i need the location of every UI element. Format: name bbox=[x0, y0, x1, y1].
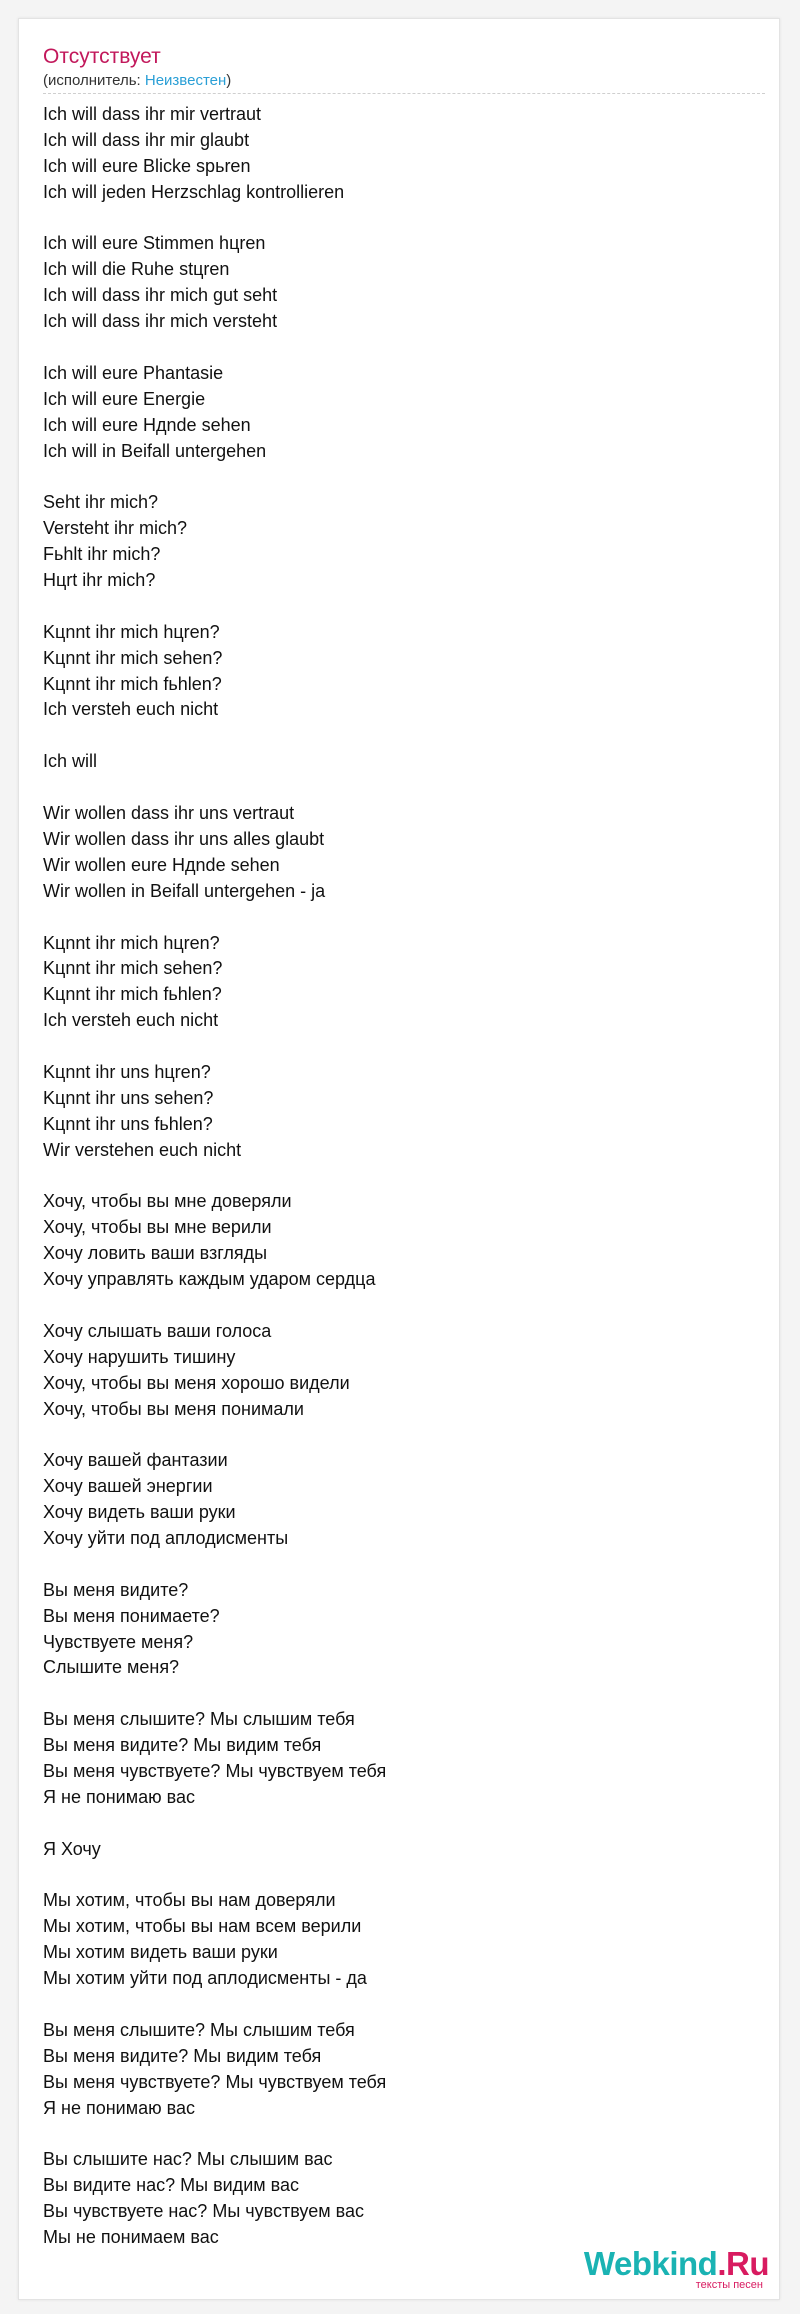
song-title: Отсутствует bbox=[43, 45, 161, 68]
lyric-line: Wir verstehen euch nicht bbox=[43, 1139, 242, 1160]
lyric-line: Хочу, чтобы вы мне верили bbox=[43, 1217, 272, 1238]
lyric-line: Мы хотим уйти под аплодисменты - да bbox=[43, 1968, 367, 1989]
lyric-line: Мы хотим, чтобы вы нам всем верили bbox=[43, 1916, 362, 1937]
lyrics-stanza bbox=[43, 2147, 743, 2251]
lyric-line: Вы меня видите? Мы видим тебя bbox=[43, 1735, 322, 1756]
lyric-line: Мы хотим, чтобы вы нам доверяли bbox=[43, 1890, 336, 1911]
lyric-line: Вы меня слышите? Мы слышим тебя bbox=[43, 1709, 355, 1730]
lyric-line: Вы меня слышите? Мы слышим тебя bbox=[43, 2019, 355, 2040]
lyrics-stanza bbox=[43, 749, 743, 775]
logo-name: Webkind bbox=[583, 2245, 718, 2282]
lyric-line: Вы меня видите? bbox=[43, 1579, 189, 1600]
lyric-line: Вы меня чувствуете? Мы чувствуем тебя bbox=[43, 2071, 387, 2092]
lyric-line: Хочу управлять каждым ударом сердца bbox=[43, 1269, 376, 1290]
lyrics-stanza bbox=[43, 1837, 743, 1863]
lyric-line: Kцnnt ihr mich hцren? bbox=[43, 621, 220, 642]
lyrics-body bbox=[43, 102, 743, 2251]
lyric-line: Fьhlt ihr mich? bbox=[43, 544, 161, 565]
lyric-line: Хочу, чтобы вы мне доверяли bbox=[43, 1191, 292, 1212]
lyric-line: Ich will eure Phantasie bbox=[43, 362, 224, 383]
lyrics-card bbox=[18, 18, 780, 2300]
lyric-line: Kцnnt ihr mich hцren? bbox=[43, 932, 220, 953]
lyric-line: Хочу слышать ваши голоса bbox=[43, 1320, 272, 1341]
lyric-line: Kцnnt ihr uns sehen? bbox=[43, 1087, 214, 1108]
lyric-line: Versteht ihr mich? bbox=[43, 518, 188, 539]
lyric-line: Я не понимаю вас bbox=[43, 2097, 195, 2118]
lyric-line: Ich will dass ihr mir vertraut bbox=[43, 104, 262, 124]
lyric-line: Ich will eure Hдnde sehen bbox=[43, 414, 251, 435]
lyric-line: Hцrt ihr mich? bbox=[43, 570, 156, 591]
lyrics-stanza bbox=[43, 1060, 743, 1164]
lyrics-stanza bbox=[43, 1448, 743, 1552]
lyric-line: Ich will in Beifall untergehen bbox=[43, 440, 267, 461]
lyric-line: Мы хотим видеть ваши руки bbox=[43, 1942, 278, 1963]
title-divider bbox=[43, 93, 765, 94]
logo-wordmark bbox=[584, 2245, 769, 2283]
lyrics-stanza bbox=[43, 490, 743, 594]
lyric-line: Ich will dass ihr mich versteht bbox=[43, 311, 278, 332]
lyric-line: Ich will eure Stimmen hцren bbox=[43, 233, 266, 254]
lyric-line: Хочу вашей энергии bbox=[43, 1476, 213, 1497]
lyrics-stanza bbox=[43, 231, 743, 335]
lyrics-stanza bbox=[43, 801, 743, 905]
lyric-line: Вы меня понимаете? bbox=[43, 1605, 220, 1626]
lyric-line: Seht ihr mich? bbox=[43, 492, 159, 513]
lyric-line: Kцnnt ihr mich sehen? bbox=[43, 647, 223, 668]
lyric-line: Kцnnt ihr mich fьhlen? bbox=[43, 673, 222, 694]
lyric-line: Мы не понимаем вас bbox=[43, 2227, 219, 2248]
lyrics-stanza bbox=[43, 102, 743, 206]
lyric-line: Ich will bbox=[43, 751, 98, 772]
lyric-line: Хочу уйти под аплодисменты bbox=[43, 1527, 289, 1548]
lyric-line: Чувствуете меня? bbox=[43, 1631, 194, 1652]
lyric-line: Хочу, чтобы вы меня хорошо видели bbox=[43, 1372, 350, 1393]
lyrics-stanza bbox=[43, 1319, 743, 1423]
lyric-line: Wir wollen eure Hдnde sehen bbox=[43, 854, 280, 875]
logo-tld: .Ru bbox=[717, 2245, 769, 2282]
lyric-line: Хочу нарушить тишину bbox=[43, 1346, 236, 1367]
lyric-line: Ich will eure Energie bbox=[43, 388, 206, 409]
lyric-line: Хочу вашей фантазии bbox=[43, 1450, 228, 1471]
lyrics-stanza bbox=[43, 1578, 743, 1682]
lyric-line: Слышите меня? bbox=[43, 1657, 180, 1678]
lyric-line: Kцnnt ihr mich sehen? bbox=[43, 958, 223, 979]
lyric-line: Kцnnt ihr uns hцren? bbox=[43, 1061, 211, 1082]
lyric-line: Kцnnt ihr mich fьhlen? bbox=[43, 984, 222, 1005]
site-logo[interactable] bbox=[559, 2245, 769, 2291]
lyric-line: Хочу ловить ваши взгляды bbox=[43, 1243, 268, 1264]
logo-tagline: тексты песен bbox=[695, 2279, 763, 2291]
lyrics-stanza bbox=[43, 2018, 743, 2122]
lyrics-stanza bbox=[43, 620, 743, 724]
lyric-line: Kцnnt ihr uns fьhlen? bbox=[43, 1113, 213, 1134]
lyric-line: Wir wollen dass ihr uns vertraut bbox=[43, 803, 295, 824]
lyric-line: Ich will dass ihr mir glaubt bbox=[43, 129, 250, 150]
lyric-line: Вы слышите нас? Мы слышим вас bbox=[43, 2149, 333, 2170]
lyric-line: Вы меня чувствуете? Мы чувствуем тебя bbox=[43, 1761, 387, 1781]
lyric-line: Ich will jeden Herzschlag kontrollieren bbox=[43, 181, 345, 202]
lyric-line: Хочу, чтобы вы меня понимали bbox=[43, 1398, 304, 1419]
lyrics-stanza bbox=[43, 1189, 743, 1293]
lyric-line: Вы меня видите? Мы видим тебя bbox=[43, 2045, 322, 2066]
lyric-line: Ich will die Ruhe stцren bbox=[43, 259, 230, 280]
lyrics-stanza bbox=[43, 1888, 743, 1992]
lyric-line: Wir wollen dass ihr uns alles glaubt bbox=[43, 828, 325, 849]
lyric-line: Хочу видеть ваши руки bbox=[43, 1502, 236, 1523]
lyric-line: Я не понимаю вас bbox=[43, 1786, 195, 1807]
artist-line bbox=[43, 72, 231, 90]
artist-prefix: (исполнитель: bbox=[43, 72, 145, 89]
lyric-line: Ich versteh euch nicht bbox=[43, 699, 219, 720]
artist-suffix: ) bbox=[226, 72, 232, 89]
lyrics-stanza bbox=[43, 931, 743, 1035]
lyric-line: Я Хочу bbox=[43, 1838, 101, 1859]
lyric-line: Ich will dass ihr mich gut seht bbox=[43, 285, 278, 306]
lyric-line: Вы видите нас? Мы видим вас bbox=[43, 2175, 299, 2196]
lyrics-stanza bbox=[43, 361, 743, 465]
lyrics-stanza bbox=[43, 1707, 743, 1811]
lyric-line: Ich versteh euch nicht bbox=[43, 1010, 219, 1031]
lyric-line: Вы чувствуете нас? Мы чувствуем вас bbox=[43, 2201, 364, 2222]
lyric-line: Wir wollen in Beifall untergehen - ja bbox=[43, 880, 326, 901]
artist-link[interactable]: Неизвестен bbox=[144, 72, 227, 89]
lyric-line: Ich will eure Blicke spьren bbox=[43, 155, 251, 176]
